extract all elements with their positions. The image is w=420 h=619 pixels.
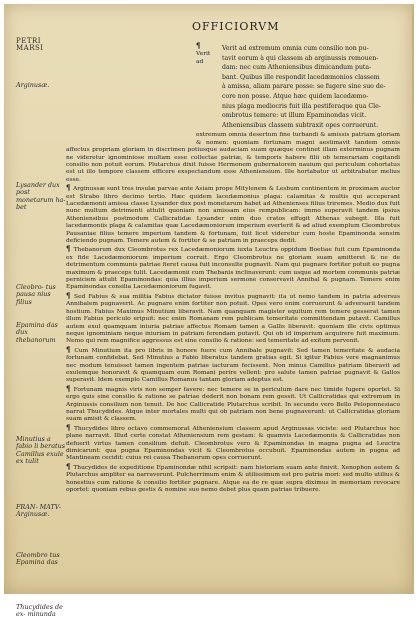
inset-line: bant. Quibus ille respondit lacedæmonios classem	[222, 73, 380, 81]
paragraph-mark: ¶	[66, 422, 74, 432]
paragraph-mark: ¶	[66, 344, 75, 354]
paragraph-text: Fortunam magnis viris non semper favere: nec temere se in periculum dare nec timide fugere oportet. Si ergo quis sine consilio & ratione se patriae dederit non bonam rem gessit. Ut Callicratidas qui extremum in Arginussis consilium non tenuit. De hoc Callicratide Plutarchus scribit. In secundo vero Bello Peloponnesiaco narrat Thucydides. Atque inter mortales multi qui ob patriam non bene pugnaverunt: ut Callicratidas gloriam suam amisit & classem.	[66, 386, 400, 423]
inset-line: dam: nec cum Atheniensibus dimicandum puta-	[222, 64, 372, 72]
paragraph-mark: ¶	[66, 183, 74, 193]
inset-text-block	[222, 44, 400, 130]
inset-line: core non posse. Atque hæc quidem lacedæmo-	[222, 92, 369, 100]
margin-note: PETRI MARSI	[16, 37, 44, 53]
margin-note: Epamina das dux thebanorum	[16, 321, 58, 344]
body-paragraph	[66, 184, 400, 245]
paragraph-mark: ¶	[66, 290, 75, 300]
inset-line: Atheniensibus classem subtraxit opes corruerunt.	[222, 121, 379, 129]
body-paragraph	[66, 385, 400, 424]
inset-line: nius plaga mediocris fuit illa pestiferaque qua Cle-	[222, 102, 381, 110]
margin-note: Thucydides de ex- minunda	[16, 603, 63, 619]
paragraph-text: Sed Fabius & sua militia Fabius dictator fuisse invitus pugnavit: ita ut nemo tandem in patria adversus Annibalem pugnaverit. Ac pugnare enim fortiter non potuit. Opes vero enim corruerunt & adversarii tandem hostium. Fabius Maximus Minutium liberavit. Nam quanquam magister equitum rem temere gesserat tamen illum Fabius periculo eripuit: nec enim Romanam rem publicam temeritate committendam putavit. Camillus autem exul quamquam iniuria patriae affectus Romam tamen a Gallis liberavit: quoniam ille civis optimus neque ignominiam neque iniuriam in patriam ferendam putavit. Qui ob id imperium acquirere fuit maximum. Nemo qui rem magnifice aggressus est sine consilio & ratione: sed temeritate ad exitum pervenit.	[66, 293, 400, 345]
margin-note: Cleobro- tus pausa nius filius	[16, 283, 56, 306]
margin-note: FRAN- MATV- Arginusæ.	[16, 503, 61, 519]
paragraph-mark: ¶	[66, 461, 74, 471]
paragraph-mark: ¶	[66, 244, 74, 254]
body-paragraph	[66, 424, 400, 463]
inset-line: tavit eorum à qui classem ab arginussis remouen-	[222, 54, 379, 62]
paragraph-text: Verit ad extremum omnia desertum fine turbandi & amissis patriam gloriam & nomen: quoniam fortunam magni aestimavit tandem omnis affectus propriam gloriam in discrimen potiusque audaciam suam quæque continet illam exterminus pugnam ne videretur ignominiose multam esse collectae patriæ, & temporis habere filii ob temerariam cogitandi consilio non potuit eorum. Plutarchus dixit fuisse Hermonem gubernatorem nauium qui periculum cohortatus est ut illo tempore classem efficere exspectandum esse Atheniensium. Ille hortabatur ut arbitrabatur melius esse.	[66, 51, 400, 183]
inset-line: Verit ad extremum omnia cum consilio non pu-	[222, 45, 369, 52]
margin-note: Minutius a fabio li beratus Camillus exule ex tulit	[16, 435, 66, 466]
book-page	[4, 4, 414, 619]
margin-note: Arginusæ.	[16, 81, 50, 89]
paragraph-mark: ¶	[66, 383, 74, 393]
body-paragraph	[66, 346, 400, 385]
inset-line: à amissa, aliam parare posse: se fugere sine suo de-	[222, 83, 386, 91]
paragraph-mark: ¶	[196, 41, 201, 50]
paragraph-text: Thucydides de expeditione Epaminondæ nihil scripsit: nam historiam suam ante finivit. Xenophon autem & Plutarchus ampliter ea narraverunt. Pulcherrimum enim & utilissimum est pro patria mori: sed multo utilius & honestius cum ratione & consilio fortiter pugnare. Atque ea de re quæ supra diximus in memoriam revocare oportet: quoniam rebus gestis & nomine suo nemo debet plus quam patriae tribuere.	[66, 464, 401, 494]
paragraph-text: Arginussæ sunt tres insulæ parvae ante Asiam prope Mitylenem & Lesbum continentem in proximam auctor est Strabo libro decimo tertio. Hæc quidem lacedæmonius plaga: calamitas & multis qui acceperant Lacedæmonii amissa classe Lysander dux post monetarum habet ad Athenienses filius triremes. Medio dux fuit nunc multum detrimenti attulit quoniam non amissam eius rempublicam: immo superavit tandem ipsius Atheniensibus postmodum Callicratidæ Lysander enim duo cratos effugit Athenas subegit. Illa fuit lacedæmoniis plaga & calamitas quæ Lacedæmoniorum imperium everterit & ad aliud exemplum Cleombrotus Pausaniae filius temere imperium tandem & fortunam, fuit licet videretur cum hoste Epaminonda sensim deficiendo pugnam. Temere autem & fortiter & se patriam in praeceps dedit.	[66, 186, 400, 245]
body-paragraph	[66, 245, 400, 291]
body-paragraph	[66, 292, 400, 346]
paragraph-text: Cum Minutium ita pro libris in honore fuere cum Annibale pugnavit: Sed tamen temeritate & audacia fortunam confidebat. Sed Minutius a Fabio liberatus tandem gratias egit. Si igitur Fabius vere magnanimus nec modum tenuisset tamen ingentem patriae iacturam fecissent. Non minus Camillus patriam liberavit ad exulemque honoravit & quamquam eum Romani perire vellent: pro salute tamen patriae pugnavit & Gallos superavit. Idem exemplo Camillus Romanus tantam gloriam adeptus est.	[66, 347, 400, 384]
paragraph-text: Thucydides libro octavo commemorat Atheniensium classem apud Arginussas viciste: sed Plutarchus hoc plane narravit. Illud certe constat Atheniensium rem gestam: & quamvis Lacedæmoniis & Callicratidas non defuerit virtus tamen consilium defuit. Cleombrotus vero & Epaminondas in magna pugna ad Leuctra dimicarunt: qua pugna Epaminondas vicit & Cleombrotus occubuit. Epaminondas autem in pugna ad Mantineam cecidit: cuius rei causa Thebanorum opes corruerunt.	[66, 425, 401, 462]
main-text-block	[66, 42, 400, 494]
body-paragraph	[66, 463, 400, 495]
running-head: OFFICIORVM	[192, 20, 280, 33]
text-spacer	[66, 42, 196, 142]
inset-line: ombrotus temere: ut illum Epaminondas vicit.	[222, 112, 367, 120]
margin-note: Lysander dux post monetarum ha-bet	[16, 181, 66, 212]
margin-note: Cleombro tus Epamina das	[16, 551, 60, 567]
paragraph-text: Thebanorum dux Cleombrotus rex Lacedæmoniorum iuxta Leuctra oppidum Boetiae fuit cum Epaminonda ex fide Lacedæmoniorum imperium corruit. Ergo Cleombrotus ne gloriam suam amitteret & ne de detrimentum communis patriae fieret causa fuit inconsulte pugnavit. Nam qui pugnare fortiter potuit eo pugna maximum & praeceps tulit. Lacedæmonii cum Thebanis inclinaverunt: cum usque ad mortem communis patriæ perniciem attulit Epaminondas: quia illius imperium sermone conservavit Annibal & pugnam. Temere enim Epaminondas consilia Lacedæmoniorum fugavit.	[66, 247, 401, 291]
